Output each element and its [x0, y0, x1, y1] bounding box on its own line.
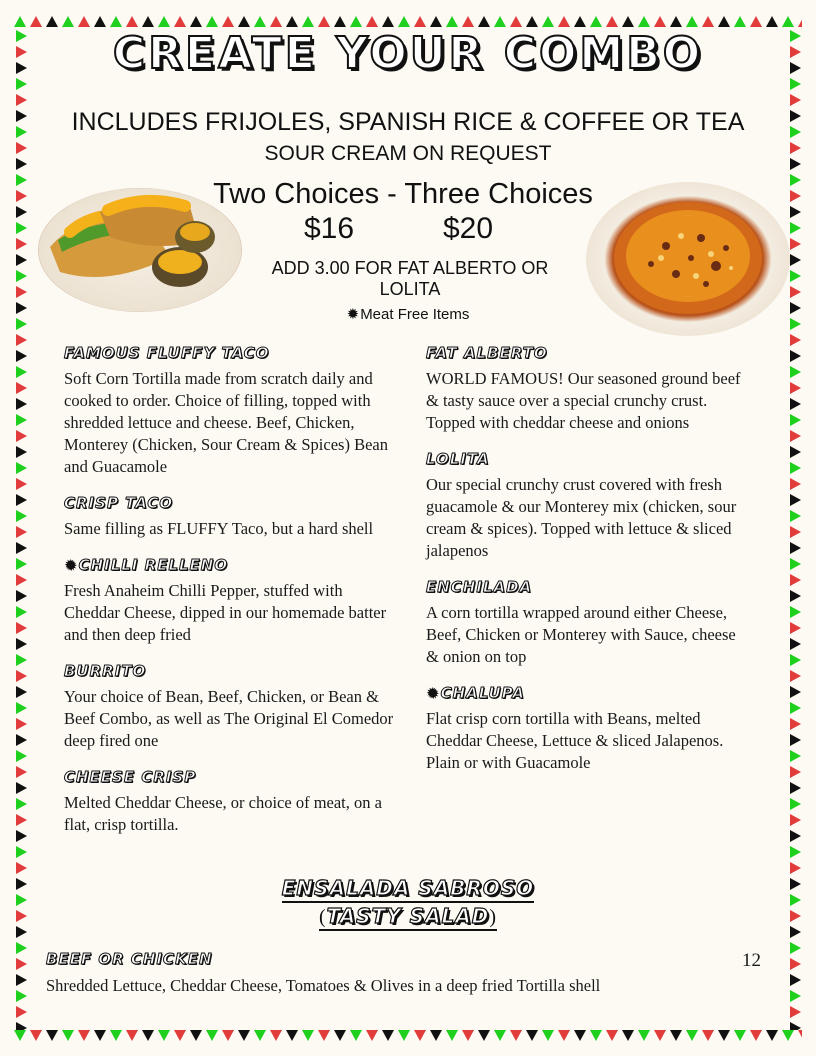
- border-triangle: [206, 1030, 218, 1041]
- border-triangle: [790, 78, 801, 90]
- border-triangle: [782, 16, 794, 27]
- item-description: Soft Corn Tortilla made from scratch daily and cooked to order. Choice of filling, topped with shredded lettuce and cheese. Beef, Chicken, Monterey (Chicken, Sour Cream & Spices) Bean and Guacamole: [64, 369, 388, 476]
- border-triangle: [16, 510, 27, 522]
- border-triangle: [16, 382, 27, 394]
- border-triangle: [46, 1030, 58, 1041]
- border-triangle: [16, 366, 27, 378]
- menu-column-left: [64, 344, 394, 836]
- border-triangle: [790, 590, 801, 602]
- border-triangle: [16, 238, 27, 250]
- border-triangle: [766, 16, 778, 27]
- border-triangle: [790, 958, 801, 970]
- item-description: Same filling as FLUFFY Taco, but a hard shell: [64, 519, 374, 538]
- item-description: WORLD FAMOUS! Our seasoned ground beef & tasty sauce over a special crunchy crust. Topped with cheddar cheese and onions: [426, 369, 741, 432]
- border-triangle: [398, 1030, 410, 1041]
- border-triangle: [790, 238, 801, 250]
- burst-star-icon: ✹: [64, 556, 78, 574]
- border-triangle: [16, 446, 27, 458]
- border-triangle: [790, 510, 801, 522]
- border-triangle: [790, 670, 801, 682]
- border-triangle: [790, 846, 801, 858]
- border-triangle: [430, 16, 442, 27]
- border-triangle: [16, 590, 27, 602]
- border-triangle: [16, 334, 27, 346]
- border-triangle: [270, 1030, 282, 1041]
- border-triangle: [16, 958, 27, 970]
- item-title: BURRITO: [64, 662, 147, 680]
- border-triangle: [366, 16, 378, 27]
- border-triangle: [790, 766, 801, 778]
- menu-item: [64, 768, 394, 836]
- border-triangle: [174, 16, 186, 27]
- border-triangle: [238, 1030, 250, 1041]
- border-bottom: [14, 1030, 802, 1044]
- border-triangle: [16, 606, 27, 618]
- border-triangle: [734, 1030, 746, 1041]
- border-triangle: [790, 702, 801, 714]
- border-triangle: [16, 478, 27, 490]
- border-triangle: [16, 1006, 27, 1018]
- border-triangle: [790, 782, 801, 794]
- border-triangle: [16, 990, 27, 1002]
- border-triangle: [16, 78, 27, 90]
- border-triangle: [750, 16, 762, 27]
- item-title: CHEESE CRISP: [64, 768, 197, 786]
- page-number: 12: [742, 950, 761, 971]
- border-triangle: [446, 1030, 458, 1041]
- border-triangle: [16, 1022, 27, 1030]
- border-triangle: [398, 16, 410, 27]
- border-triangle: [16, 254, 27, 266]
- border-triangle: [366, 1030, 378, 1041]
- price-three-choices: $20: [443, 212, 494, 245]
- border-triangle: [790, 542, 801, 554]
- border-triangle: [790, 798, 801, 810]
- border-triangle: [510, 1030, 522, 1041]
- border-triangle: [558, 16, 570, 27]
- border-triangle: [510, 16, 522, 27]
- border-triangle: [790, 526, 801, 538]
- burst-star-icon: ✹: [426, 684, 440, 702]
- border-triangle: [94, 1030, 106, 1041]
- border-triangle: [14, 16, 26, 27]
- border-triangle: [790, 254, 801, 266]
- border-triangle: [16, 286, 27, 298]
- border-triangle: [16, 542, 27, 554]
- border-triangle: [16, 638, 27, 650]
- border-triangle: [670, 1030, 682, 1041]
- border-triangle: [790, 558, 801, 570]
- border-triangle: [790, 334, 801, 346]
- border-triangle: [382, 1030, 394, 1041]
- menu-column-right: [426, 344, 746, 774]
- border-triangle: [16, 670, 27, 682]
- border-triangle: [16, 94, 27, 106]
- border-triangle: [14, 1030, 26, 1041]
- border-triangle: [16, 574, 27, 586]
- border-triangle: [350, 16, 362, 27]
- menu-item: [64, 662, 394, 752]
- paren-close: ): [489, 906, 498, 928]
- border-triangle: [790, 574, 801, 586]
- border-triangle: [126, 1030, 138, 1041]
- border-triangle: [790, 398, 801, 410]
- border-triangle: [334, 16, 346, 27]
- meat-free-legend-text: Meat Free Items: [360, 306, 470, 323]
- border-triangle: [702, 16, 714, 27]
- border-triangle: [622, 1030, 634, 1041]
- border-triangle: [206, 16, 218, 27]
- salad-heading-text: ENSALADA SABROSO: [282, 876, 534, 903]
- border-triangle: [190, 16, 202, 27]
- border-triangle: [110, 1030, 122, 1041]
- item-description: Our special crunchy crust covered with fresh guacamole & our Monterey mix (chicken, sour cream & spices). Topped with lettuce & sliced jalapenos: [426, 475, 737, 560]
- border-triangle: [126, 16, 138, 27]
- border-triangle: [302, 16, 314, 27]
- border-triangle: [790, 814, 801, 826]
- border-triangle: [790, 1006, 801, 1018]
- border-triangle: [222, 1030, 234, 1041]
- border-triangle: [110, 16, 122, 27]
- menu-item: [426, 344, 746, 434]
- add-price-note: ADD 3.00 FOR FAT ALBERTO OR LOLITA: [271, 258, 549, 299]
- item-title: [64, 556, 394, 574]
- border-triangle: [750, 1030, 762, 1041]
- border-triangle: [16, 718, 27, 730]
- border-triangle: [16, 846, 27, 858]
- border-triangle: [16, 942, 27, 954]
- item-title: LOLITA: [426, 450, 490, 468]
- border-triangle: [798, 1030, 802, 1041]
- border-triangle: [158, 16, 170, 27]
- salad-heading: [0, 876, 816, 900]
- salad-subheading-text: TASTY SALAD: [326, 904, 490, 928]
- border-triangle: [174, 1030, 186, 1041]
- border-triangle: [62, 1030, 74, 1041]
- border-triangle: [16, 750, 27, 762]
- border-triangle: [526, 1030, 538, 1041]
- salad-item-description: Shredded Lettuce, Cheddar Cheese, Tomatoes & Olives in a deep fried Tortilla shell: [46, 976, 601, 995]
- border-triangle: [16, 686, 27, 698]
- border-triangle: [142, 1030, 154, 1041]
- border-triangle: [382, 16, 394, 27]
- item-title: [426, 684, 746, 702]
- border-triangle: [790, 990, 801, 1002]
- menu-item: [64, 494, 394, 540]
- border-triangle: [78, 16, 90, 27]
- item-description: Your choice of Bean, Beef, Chicken, or Bean & Beef Combo, as well as The Original El Comedor deep fired one: [64, 687, 394, 750]
- border-triangle: [526, 16, 538, 27]
- tacos-food-illustration: [50, 192, 220, 292]
- item-title: FAT ALBERTO: [426, 344, 548, 362]
- paren-open: (: [318, 906, 327, 928]
- border-triangle: [16, 974, 27, 986]
- border-triangle: [478, 1030, 490, 1041]
- border-triangle: [158, 1030, 170, 1041]
- border-triangle: [222, 16, 234, 27]
- border-triangle: [718, 1030, 730, 1041]
- item-description: Flat crisp corn tortilla with Beans, melted Cheddar Cheese, Lettuce & sliced Jalapenos. Plain or with Guacamole: [426, 709, 724, 772]
- border-triangle: [302, 1030, 314, 1041]
- border-triangle: [790, 974, 801, 986]
- border-triangle: [790, 446, 801, 458]
- item-title: ENCHILADA: [426, 578, 533, 596]
- border-triangle: [16, 830, 27, 842]
- border-triangle: [718, 16, 730, 27]
- item-description: Fresh Anaheim Chilli Pepper, stuffed with Cheddar Cheese, dipped in our homemade batter and then deep fried: [64, 581, 387, 644]
- border-triangle: [542, 1030, 554, 1041]
- border-triangle: [790, 350, 801, 362]
- border-triangle: [414, 1030, 426, 1041]
- border-triangle: [790, 414, 801, 426]
- border-triangle: [654, 16, 666, 27]
- border-triangle: [558, 1030, 570, 1041]
- border-triangle: [430, 1030, 442, 1041]
- menu-item: [426, 578, 746, 668]
- border-triangle: [334, 1030, 346, 1041]
- border-triangle: [790, 366, 801, 378]
- border-triangle: [16, 462, 27, 474]
- border-triangle: [270, 16, 282, 27]
- salad-subheading: [0, 904, 816, 929]
- border-triangle: [78, 1030, 90, 1041]
- border-triangle: [782, 1030, 794, 1041]
- border-triangle: [94, 16, 106, 27]
- border-triangle: [16, 398, 27, 410]
- border-triangle: [16, 622, 27, 634]
- border-triangle: [16, 430, 27, 442]
- border-triangle: [478, 16, 490, 27]
- border-triangle: [462, 1030, 474, 1041]
- border-triangle: [670, 16, 682, 27]
- border-triangle: [16, 862, 27, 874]
- border-triangle: [16, 222, 27, 234]
- border-triangle: [686, 16, 698, 27]
- border-triangle: [16, 558, 27, 570]
- item-description: Melted Cheddar Cheese, or choice of meat, on a flat, crisp tortilla.: [64, 793, 382, 834]
- border-triangle: [254, 16, 266, 27]
- border-triangle: [16, 526, 27, 538]
- border-triangle: [46, 16, 58, 27]
- border-triangle: [16, 798, 27, 810]
- price-two-choices: $16: [304, 212, 355, 245]
- menu-item: [64, 344, 394, 478]
- border-triangle: [790, 686, 801, 698]
- border-triangle: [254, 1030, 266, 1041]
- menu-item: [426, 450, 746, 562]
- item-title-text: CHILLI RELLENO: [78, 556, 229, 574]
- border-triangle: [318, 1030, 330, 1041]
- border-triangle: [790, 478, 801, 490]
- border-triangle: [16, 494, 27, 506]
- border-triangle: [286, 16, 298, 27]
- border-triangle: [606, 1030, 618, 1041]
- menu-item: [64, 556, 394, 646]
- salad-item-title: BEEF OR CHICKEN: [46, 950, 213, 968]
- border-triangle: [790, 222, 801, 234]
- border-triangle: [30, 16, 42, 27]
- sour-cream-line: SOUR CREAM ON REQUEST: [264, 142, 552, 165]
- border-triangle: [62, 16, 74, 27]
- border-triangle: [318, 16, 330, 27]
- border-triangle: [790, 734, 801, 746]
- page-title: CREATE YOUR COMBO: [112, 28, 704, 79]
- border-triangle: [790, 606, 801, 618]
- border-triangle: [286, 1030, 298, 1041]
- border-triangle: [446, 16, 458, 27]
- border-triangle: [142, 16, 154, 27]
- border-triangle: [16, 270, 27, 282]
- menu-item: [426, 684, 746, 774]
- border-triangle: [622, 16, 634, 27]
- border-triangle: [790, 94, 801, 106]
- border-triangle: [16, 654, 27, 666]
- border-triangle: [414, 16, 426, 27]
- border-triangle: [766, 1030, 778, 1041]
- border-triangle: [16, 734, 27, 746]
- border-triangle: [574, 16, 586, 27]
- border-triangle: [190, 1030, 202, 1041]
- border-triangle: [790, 942, 801, 954]
- border-triangle: [542, 16, 554, 27]
- border-triangle: [790, 718, 801, 730]
- border-triangle: [16, 782, 27, 794]
- border-triangle: [734, 16, 746, 27]
- border-triangle: [702, 1030, 714, 1041]
- border-triangle: [16, 814, 27, 826]
- border-triangle: [790, 830, 801, 842]
- item-title: FAMOUS FLUFFY TACO: [64, 344, 270, 362]
- fat-alberto-food-illustration: [606, 196, 770, 320]
- border-triangle: [790, 462, 801, 474]
- border-triangle: [790, 494, 801, 506]
- border-triangle: [790, 750, 801, 762]
- border-triangle: [638, 16, 650, 27]
- border-triangle: [590, 1030, 602, 1041]
- burst-star-icon: ✹: [346, 306, 360, 323]
- border-triangle: [574, 1030, 586, 1041]
- item-title: CRISP TACO: [64, 494, 174, 512]
- choices-line: Two Choices - Three Choices: [213, 178, 593, 210]
- border-triangle: [638, 1030, 650, 1041]
- border-triangle: [494, 16, 506, 27]
- border-triangle: [790, 654, 801, 666]
- item-title-text: CHALUPA: [440, 684, 525, 702]
- border-triangle: [790, 382, 801, 394]
- border-triangle: [238, 16, 250, 27]
- border-triangle: [790, 430, 801, 442]
- border-triangle: [590, 16, 602, 27]
- includes-line: INCLUDES FRIJOLES, SPANISH RICE & COFFEE OR TEA: [71, 108, 745, 136]
- border-triangle: [16, 414, 27, 426]
- border-triangle: [790, 862, 801, 874]
- border-triangle: [790, 1022, 801, 1030]
- border-triangle: [790, 286, 801, 298]
- border-triangle: [462, 16, 474, 27]
- border-triangle: [790, 638, 801, 650]
- border-triangle: [606, 16, 618, 27]
- border-triangle: [654, 1030, 666, 1041]
- border-triangle: [16, 350, 27, 362]
- border-triangle: [16, 702, 27, 714]
- item-description: A corn tortilla wrapped around either Cheese, Beef, Chicken or Monterey with Sauce, cheese & onion on top: [426, 603, 736, 666]
- border-triangle: [798, 16, 802, 27]
- border-triangle: [790, 270, 801, 282]
- border-triangle: [686, 1030, 698, 1041]
- border-triangle: [30, 1030, 42, 1041]
- border-triangle: [494, 1030, 506, 1041]
- border-triangle: [350, 1030, 362, 1041]
- border-triangle: [790, 622, 801, 634]
- border-triangle: [16, 766, 27, 778]
